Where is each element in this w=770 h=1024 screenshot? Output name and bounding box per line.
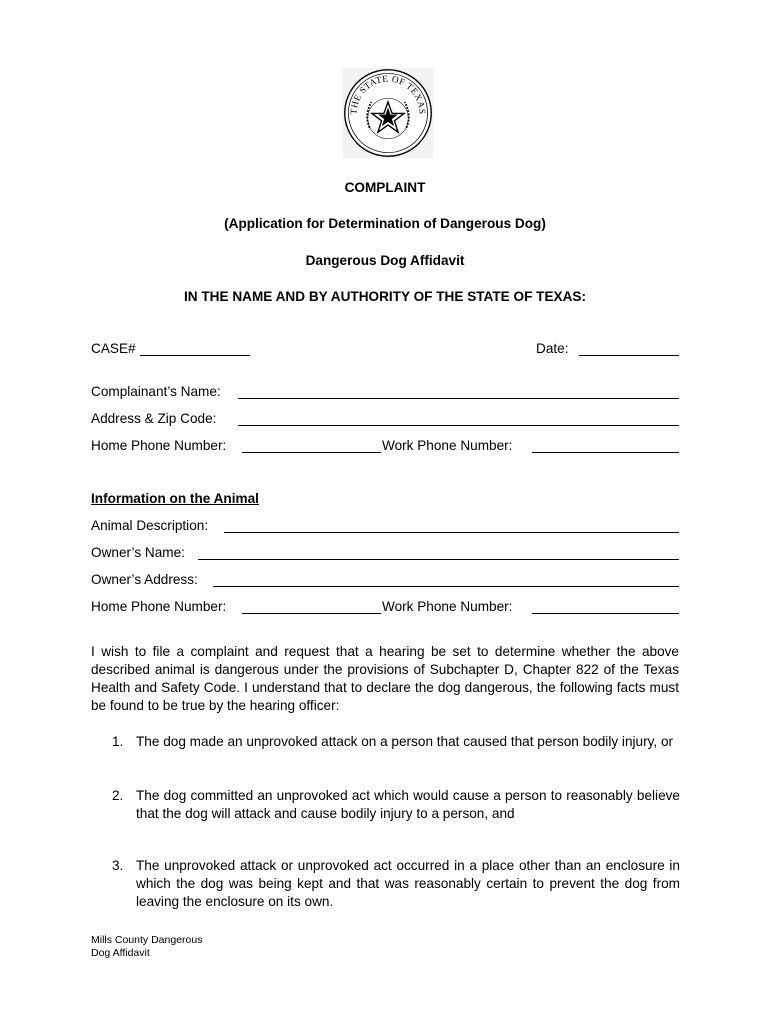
list-item-text: The dog committed an unprovoked act which would cause a person to reasonably believe that the dog will attack and cause bodily injury to a person, and [136, 788, 680, 821]
footer-line-2: Dog Affidavit [91, 947, 150, 959]
seal-text: THE STATE OF TEXAS [348, 73, 428, 115]
list-item [112, 787, 680, 823]
date-field[interactable] [579, 355, 679, 356]
animal-info-heading: Information on the Animal [91, 491, 259, 506]
owner-address-label: Owner’s Address: [91, 572, 198, 587]
animal-description-field[interactable] [224, 532, 679, 533]
complainant-name-label: Complainant’s Name: [91, 384, 221, 399]
owner-name-field[interactable] [198, 559, 679, 560]
complainant-address-label: Address & Zip Code: [91, 411, 217, 426]
list-item-number: 2. [112, 788, 124, 803]
footer-line-1: Mills County Dangerous [91, 934, 203, 946]
owner-work-phone-label: Work Phone Number: [382, 599, 513, 614]
list-item [112, 733, 680, 751]
case-label: CASE# [91, 341, 136, 356]
list-item [112, 857, 680, 911]
complaint-statement: I wish to file a complaint and request that a hearing be set to determine whether the above described animal is dangerous under the provisions of Subchapter D, Chapter 822 of the Texas Health and Safety Code. I understand that to declare the dog dangerous, the following facts must be found to be true by the hearing officer: [91, 644, 679, 713]
owner-address-field[interactable] [213, 586, 679, 587]
affidavit-title: Dangerous Dog Affidavit [305, 253, 465, 268]
authority-heading: IN THE NAME AND BY AUTHORITY OF THE STATE OF TEXAS: [183, 289, 587, 304]
date-label: Date: [536, 341, 569, 356]
list-item-number: 1. [112, 734, 124, 749]
texas-seal-icon [342, 67, 434, 159]
list-item-text: The unprovoked attack or unprovoked act occurred in a place other than an enclosure in which the dog was being kept and that was reasonably certain to prevent the dog from leaving the enclosure on its own. [136, 858, 680, 909]
list-item-text: The dog made an unprovoked attack on a person that caused that person bodily injury, or [136, 734, 674, 749]
case-number-field[interactable] [140, 355, 250, 356]
document-title: COMPLAINT [344, 180, 426, 195]
owner-name-label: Owner’s Name: [91, 545, 185, 560]
complainant-address-field[interactable] [238, 425, 679, 426]
document-subtitle: (Application for Determination of Dangerous Dog) [224, 216, 546, 231]
owner-work-phone-field[interactable] [532, 613, 679, 614]
page-footer [91, 934, 202, 960]
complainant-work-phone-label: Work Phone Number: [382, 438, 513, 453]
complainant-home-phone-label: Home Phone Number: [91, 438, 227, 453]
complainant-name-field[interactable] [238, 398, 679, 399]
owner-home-phone-label: Home Phone Number: [91, 599, 227, 614]
complainant-work-phone-field[interactable] [532, 452, 679, 453]
owner-home-phone-field[interactable] [242, 613, 381, 614]
list-item-number: 3. [112, 858, 124, 873]
animal-description-label: Animal Description: [91, 518, 209, 533]
complainant-home-phone-field[interactable] [242, 452, 381, 453]
